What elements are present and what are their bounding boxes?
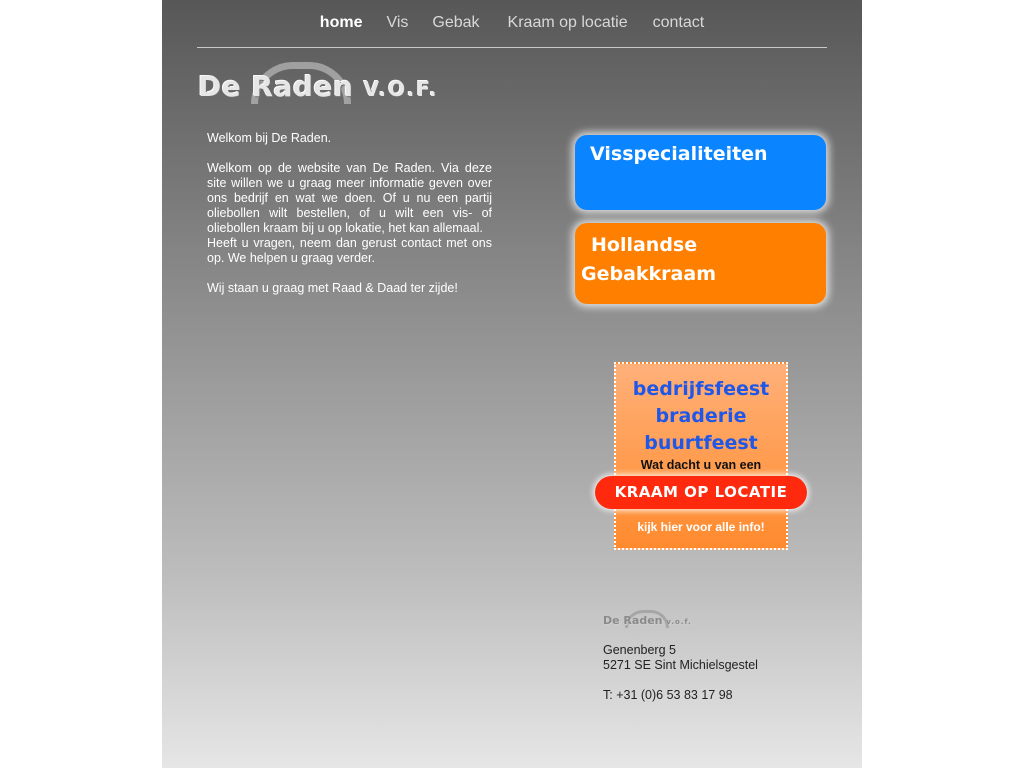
- nav-vis[interactable]: Vis: [386, 14, 409, 31]
- footer-logo-name: De Raden: [603, 614, 663, 627]
- address-phone: T: +31 (0)6 53 83 17 98: [603, 688, 733, 702]
- site-logo[interactable]: [198, 58, 458, 108]
- intro-text: [207, 131, 492, 311]
- gebakkraam-button[interactable]: [575, 223, 826, 304]
- gebakkraam-label-line1: Hollandse: [591, 234, 698, 256]
- nav-contact[interactable]: contact: [652, 14, 705, 31]
- footer-logo: [603, 610, 708, 630]
- promo-info-link[interactable]: kijk hier voor alle info!: [637, 520, 765, 534]
- visspecialiteiten-label: Visspecialiteiten: [590, 143, 768, 165]
- promo-question: Wat dacht u van een: [640, 458, 762, 472]
- intro-paragraph: Welkom op de website van De Raden. Via deze site willen we u graag meer informatie geven over ons bedrijf en wat we doen. Of u nu een partij oliebollen wilt bestellen, of u wilt een vis- of oliebollen kraam bij u op lokatie, het kan allemaal.: [207, 161, 492, 235]
- footer-address: [603, 643, 823, 703]
- nav-home[interactable]: home: [319, 14, 363, 31]
- visspecialiteiten-button[interactable]: [575, 135, 826, 210]
- gebakkraam-label-line2: Gebakkraam: [581, 263, 716, 285]
- promo-line-braderie: braderie: [655, 405, 747, 427]
- kraam-op-locatie-promo[interactable]: [614, 362, 788, 550]
- footer-logo-text: [603, 614, 692, 627]
- main-nav: [162, 14, 862, 32]
- page-container: [162, 0, 862, 768]
- intro-body: [207, 161, 492, 266]
- nav-kraam-op-locatie[interactable]: Kraam op locatie: [507, 14, 628, 31]
- nav-gebak[interactable]: Gebak: [432, 14, 480, 31]
- footer-logo-suffix: v.o.f.: [666, 618, 692, 626]
- logo-suffix: V.O.F.: [363, 77, 439, 101]
- kraam-op-locatie-button[interactable]: KRAAM OP LOCATIE: [595, 476, 807, 509]
- logo-text: [198, 70, 439, 103]
- promo-line-bedrijfsfeest: bedrijfsfeest: [632, 378, 770, 400]
- logo-name: De Raden: [198, 70, 354, 103]
- promo-line-buurtfeest: buurtfeest: [644, 432, 758, 454]
- address-street: Genenberg 5: [603, 643, 676, 657]
- intro-greeting: Welkom bij De Raden.: [207, 131, 332, 145]
- nav-divider: [197, 47, 827, 48]
- address-city: 5271 SE Sint Michielsgestel: [603, 658, 758, 672]
- intro-contact-line: Heeft u vragen, neem dan gerust contact met ons op. We helpen u graag verder.: [207, 236, 492, 265]
- intro-closing: Wij staan u graag met Raad & Daad ter zijde!: [207, 281, 458, 295]
